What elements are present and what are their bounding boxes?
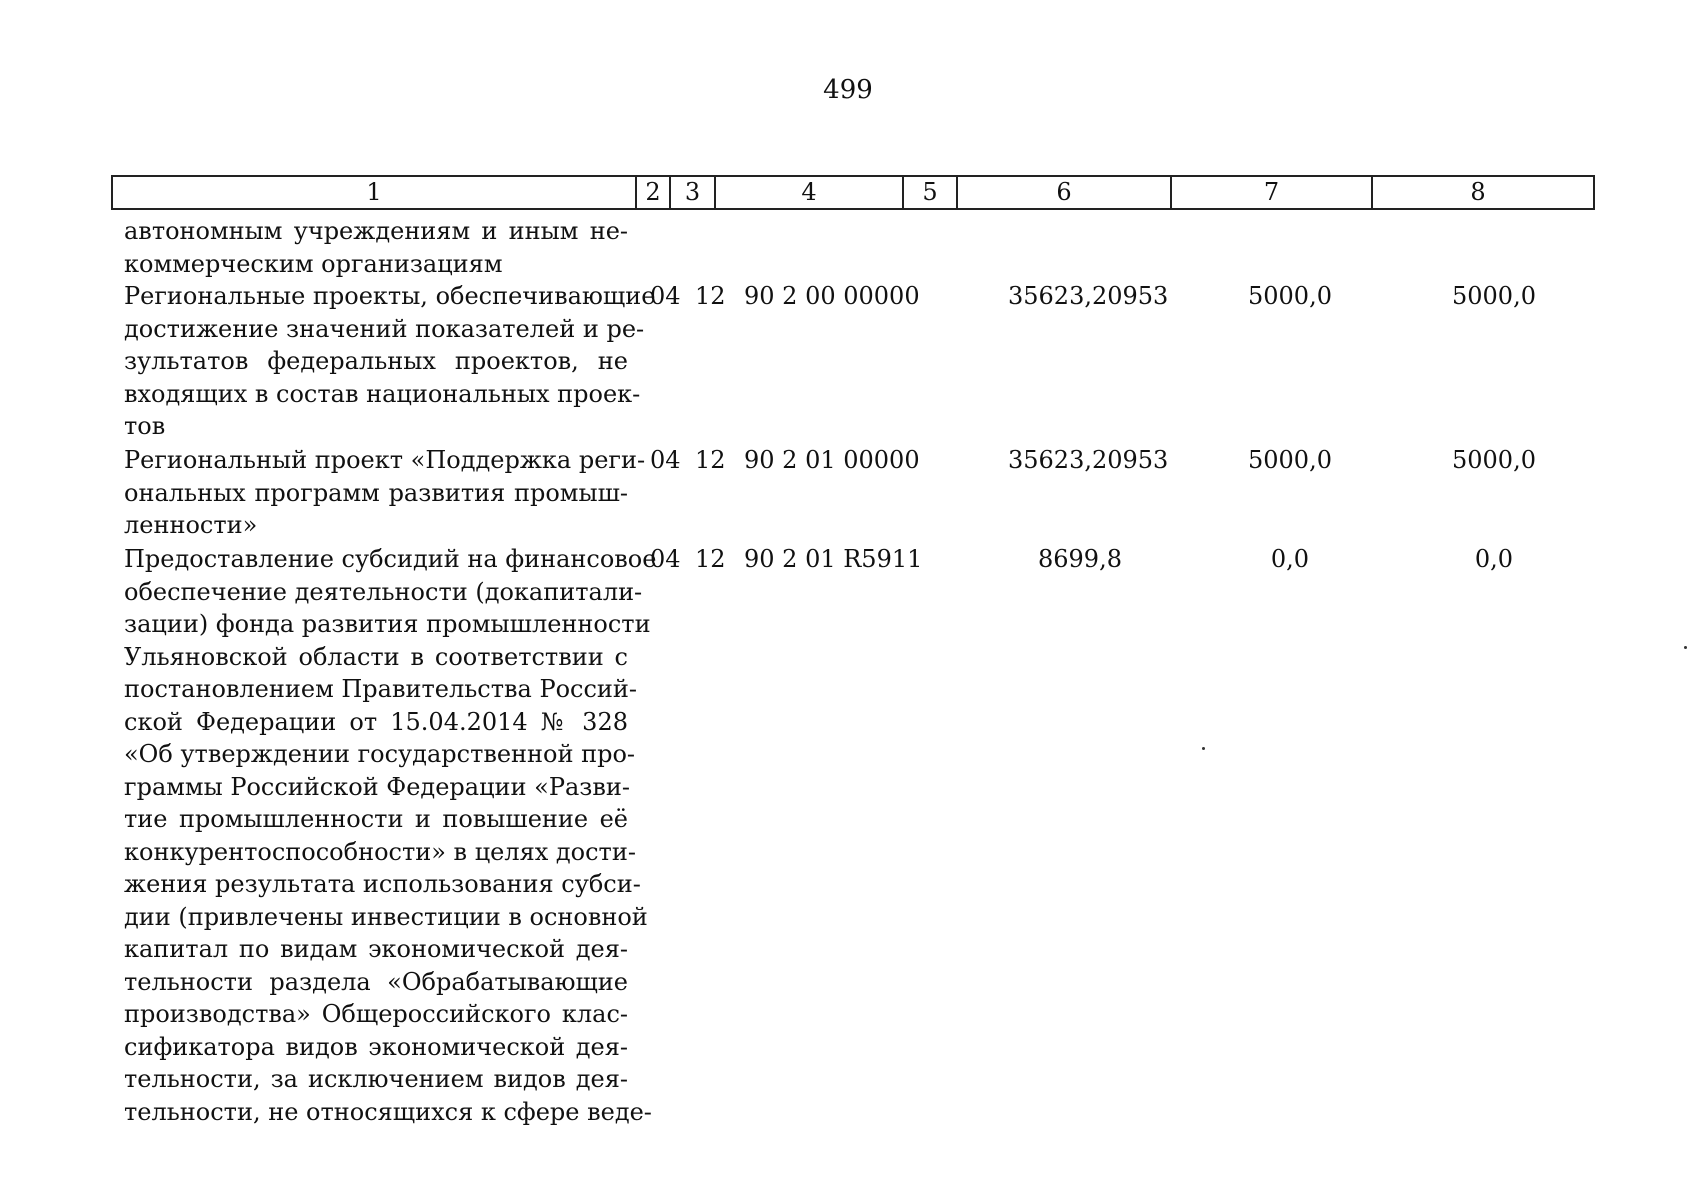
description-line: граммы Российской Федерации «Разви- [124, 772, 630, 801]
column-header-7: 7 [1172, 177, 1373, 208]
description-line: ской Федерации от 15.04.2014 № 328 [124, 707, 628, 736]
description-line: постановлением Правительства Россий- [124, 675, 638, 703]
column-header-3: 3 [671, 177, 716, 208]
cell-amount-7: 5000,0 [1248, 282, 1332, 310]
description-line: дии (привлечены инвестиции в основной [124, 902, 648, 931]
description-line: зультатов федеральных проектов, не [124, 347, 628, 375]
scan-speck [1202, 747, 1205, 750]
description-line: «Об утверждении государственной про- [124, 740, 636, 768]
row-description [124, 444, 646, 542]
cell-amount-7: 5000,0 [1248, 446, 1332, 474]
cell-subsection: 12 [695, 446, 726, 474]
description-line: ленности» [124, 511, 258, 539]
row-description [124, 280, 656, 443]
description-line: входящих в состав национальных проек- [124, 379, 641, 408]
cell-amount-8: 5000,0 [1452, 282, 1536, 310]
description-line: достижение значений показателей и ре- [124, 314, 645, 343]
description-line: ональных программ развития промыш- [124, 478, 628, 507]
cell-section: 04 [650, 545, 681, 573]
description-line: конкурентоспособности» в целях дости- [124, 837, 636, 866]
page-number: 499 [823, 75, 873, 105]
description-line: обеспечение деятельности (докапитали- [124, 577, 643, 606]
description-line: тие промышленности и повышение её [124, 805, 628, 833]
description-line: зации) фонда развития промышленности [124, 610, 651, 638]
cell-amount-8: 5000,0 [1452, 446, 1536, 474]
cell-section: 04 [650, 446, 681, 474]
scan-speck [1684, 646, 1687, 649]
description-line: Ульяновской области в соответствии с [124, 642, 628, 671]
cell-subsection: 12 [695, 282, 726, 310]
table-header-row [111, 175, 1595, 210]
column-header-2: 2 [637, 177, 671, 208]
description-line: Региональный проект «Поддержка реги- [124, 446, 646, 474]
column-header-1: 1 [113, 177, 637, 208]
cell-amount-6: 35623,20953 [1008, 282, 1169, 310]
description-line: автономным учреждениям и иным не- [124, 217, 628, 245]
description-line: коммерческим организациям [124, 249, 503, 278]
cell-target-code: 90 2 01 R5911 [744, 545, 923, 573]
cell-amount-6: 35623,20953 [1008, 446, 1169, 474]
description-line: тов [124, 412, 166, 440]
cell-target-code: 90 2 00 00000 [744, 282, 920, 310]
cell-section: 04 [650, 282, 681, 310]
cell-subsection: 12 [695, 545, 726, 573]
description-line: тельности, не относящихся к сфере веде- [124, 1097, 652, 1126]
description-line: тельности, за исключением видов дея- [124, 1065, 628, 1093]
description-line: Региональные проекты, обеспечивающие [124, 282, 656, 310]
cell-amount-6: 8699,8 [1038, 545, 1122, 573]
description-line: производства» Общероссийского клас- [124, 1000, 628, 1028]
column-header-6: 6 [958, 177, 1172, 208]
column-header-5: 5 [904, 177, 958, 208]
row-description [124, 543, 657, 1128]
description-line: жения результата использования субси- [124, 870, 641, 898]
cell-amount-8: 0,0 [1474, 545, 1514, 573]
description-line: тельности раздела «Обрабатывающие [124, 967, 628, 996]
row-description [124, 215, 628, 280]
cell-amount-7: 0,0 [1270, 545, 1310, 573]
column-header-4: 4 [716, 177, 904, 208]
description-line: сификатора видов экономической дея- [124, 1032, 628, 1061]
description-line: Предоставление субсидий на финансовое [124, 545, 657, 573]
column-header-8: 8 [1470, 178, 1486, 206]
description-line: капитал по видам экономической дея- [124, 935, 628, 963]
cell-target-code: 90 2 01 00000 [744, 446, 920, 474]
